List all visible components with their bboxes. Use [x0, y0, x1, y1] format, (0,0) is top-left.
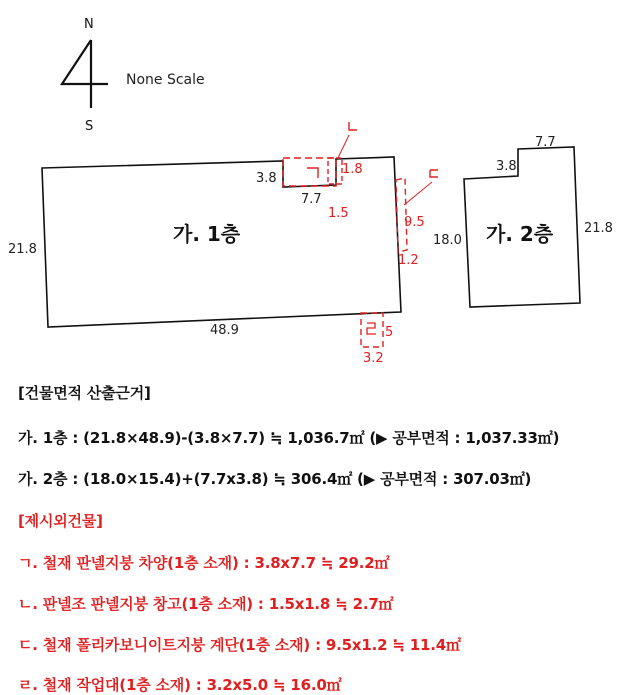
- floor1-area-note: 가. 1층 : (21.8×48.9)-(3.8×7.7) ≒ 1,036.7㎡ (▶ 공부면적 : 1,037.33㎡): [18, 429, 560, 447]
- building2-top-dimension: 7.7: [535, 135, 556, 150]
- building2-label: 가. 2층: [486, 222, 554, 246]
- building1-notch-width: 7.7: [301, 192, 322, 207]
- annex-na-outline: [328, 158, 342, 184]
- annex-da-marker-icon: [430, 170, 438, 177]
- annex-ga: [283, 158, 363, 186]
- annex-ra-outline: [361, 313, 383, 347]
- annex-ra-marker-icon: [367, 323, 376, 334]
- annex-ga-dimension: 1.8: [342, 162, 363, 177]
- excluded-item: ㄷ. 철재 폴리카보니이트지붕 계단(1층 소재) : 9.5x1.2 ≒ 11.4㎡: [18, 636, 461, 654]
- annex-na-marker-icon: [349, 122, 357, 130]
- north-arrow: [62, 17, 108, 134]
- compass-south-label: S: [85, 119, 94, 134]
- annex-ra-width: 3.2: [363, 351, 384, 366]
- notes-heading: [건물면적 산출근거]: [18, 384, 151, 402]
- building1-bottom-dimension: 48.9: [210, 323, 239, 338]
- excluded-item: ㄴ. 판넬조 판넬지붕 창고(1층 소재) : 1.5x1.8 ≒ 2.7㎡: [18, 595, 394, 613]
- building1-label: 가. 1층: [173, 222, 241, 246]
- annex-da-length: 9.5: [404, 215, 425, 230]
- building1-notch-height: 3.8: [256, 171, 277, 186]
- annex-da-leader: [404, 182, 432, 205]
- building2-left-dimension: 18.0: [433, 233, 462, 248]
- scale-note: None Scale: [126, 72, 205, 88]
- excluded-item: ㄹ. 철재 작업대(1층 소재) : 3.2x5.0 ≒ 16.0㎡: [18, 676, 342, 694]
- building2-step-dimension: 3.8: [496, 159, 517, 174]
- floor2-area-note: 가. 2층 : (18.0×15.4)+(7.7x3.8) ≒ 306.4㎡ (▶ 공부면적 : 307.03㎡): [18, 470, 532, 488]
- annex-na-leader: [337, 135, 349, 160]
- annex-ra-length: 5: [385, 325, 394, 340]
- compass-north-label: N: [84, 17, 94, 32]
- excluded-item: ㄱ. 철재 판넬지붕 차양(1층 소재) : 3.8x7.7 ≒ 29.2㎡: [18, 554, 390, 572]
- annex-ra: [361, 313, 393, 366]
- annex-na-dimension: 1.5: [328, 206, 349, 221]
- annex-da: [396, 170, 438, 268]
- annex-ga-marker-icon: [307, 168, 318, 178]
- building1-left-dimension: 21.8: [8, 242, 37, 257]
- excluded-buildings-heading: [제시외건물]: [18, 512, 103, 530]
- compass-arrow-icon: [62, 40, 108, 108]
- building2-right-dimension: 21.8: [584, 221, 613, 236]
- annex-da-width: 1.2: [398, 253, 419, 268]
